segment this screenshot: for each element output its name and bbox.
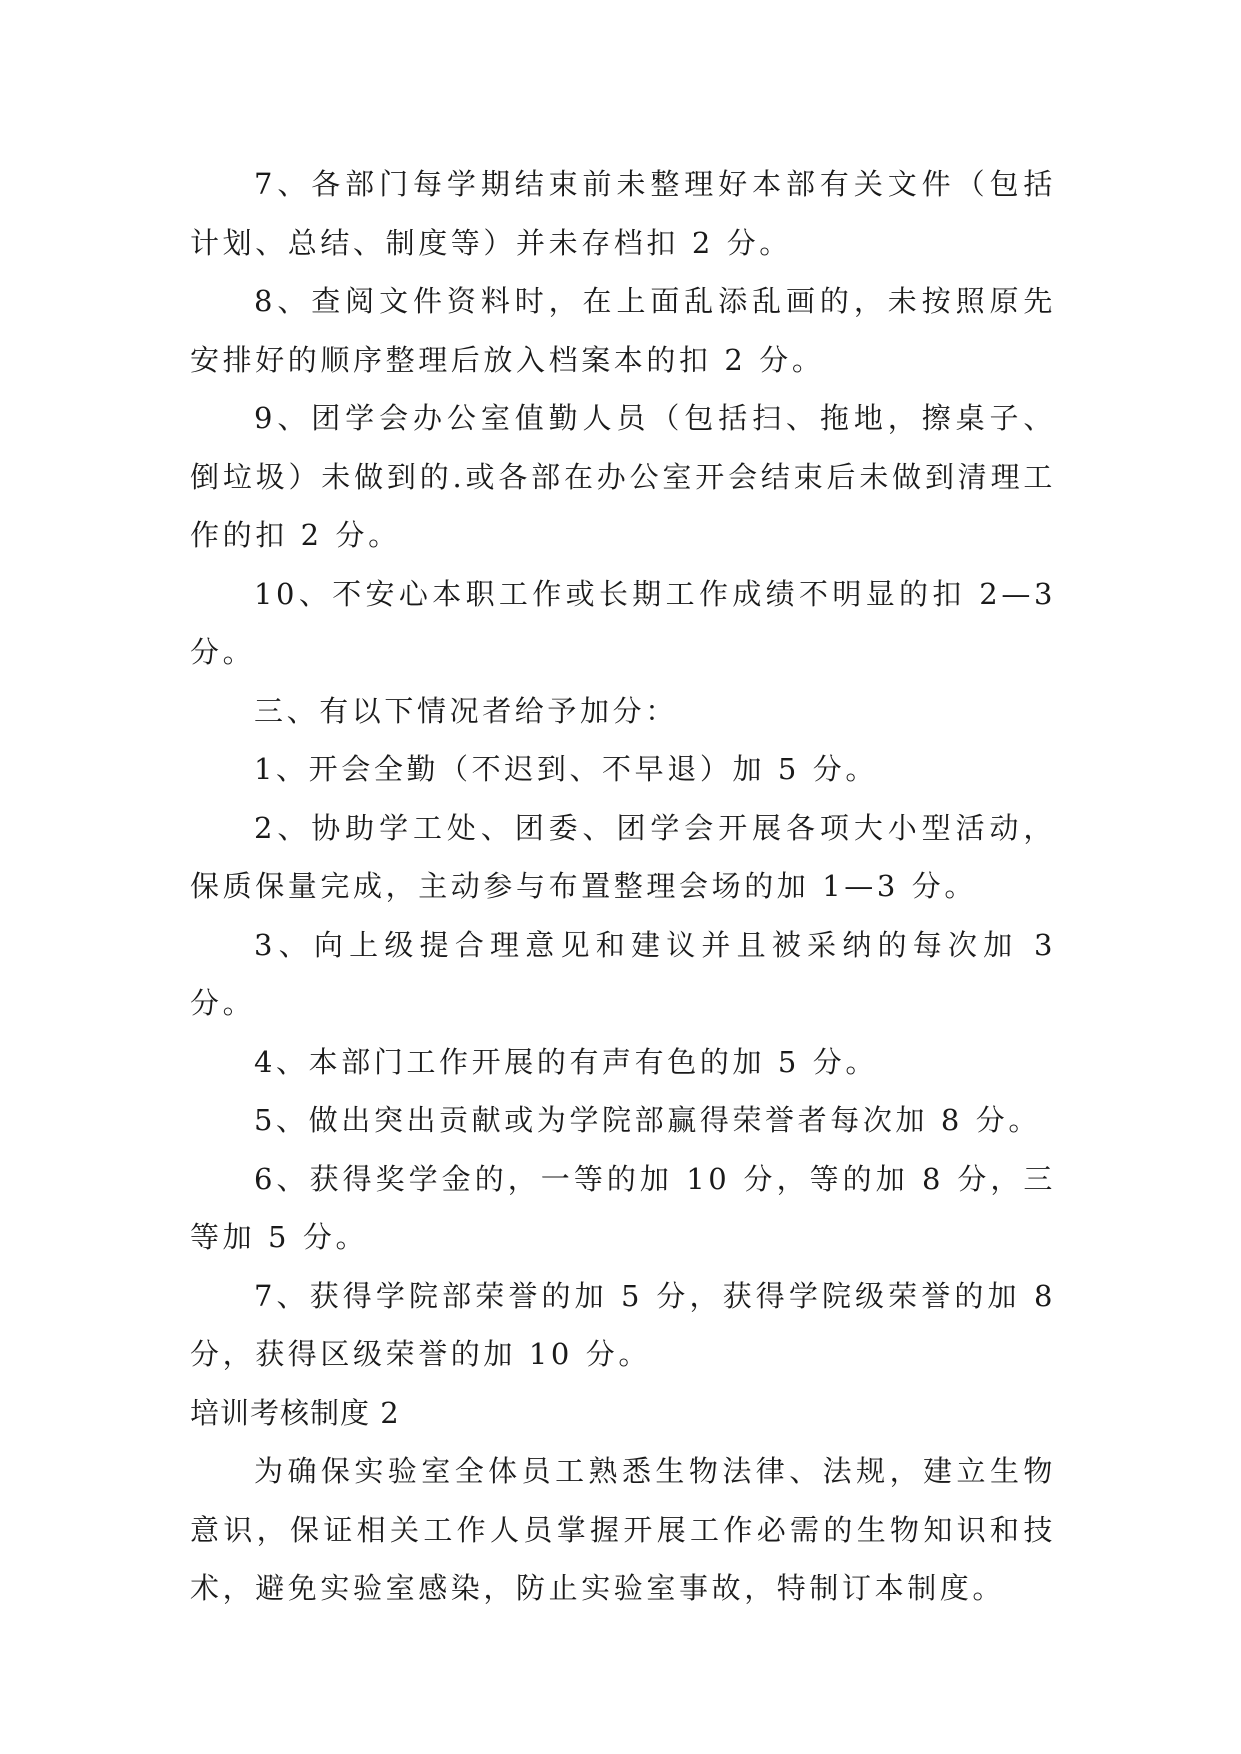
paragraph-bonus-2: 2、协助学工处、团委、团学会开展各项大小型活动，保质保量完成，主动参与布置整理会场的加 1—3 分。 [190, 810, 1056, 903]
document-body [190, 155, 1056, 1618]
paragraph-bonus-4: 4、本部门工作开展的有声有色的加 5 分。 [254, 1044, 878, 1079]
section-three-heading: 三、有以下情况者给予加分： [254, 693, 678, 728]
paragraph-deduct-10: 10、不安心本职工作或长期工作成绩不明显的扣 2—3 分。 [190, 576, 1056, 669]
paragraph-closing: 为确保实验室全体员工熟悉生物法律、法规，建立生物意识，保证相关工作人员掌握开展工作必需的生物知识和技术，避免实验室感染，防止实验室事故，特制订本制度。 [190, 1454, 1056, 1605]
paragraph-bonus-3: 3、向上级提合理意见和建议并且被采纳的每次加 3 分。 [190, 927, 1056, 1020]
paragraph-bonus-7: 7、获得学院部荣誉的加 5 分，获得学院级荣誉的加 8 分，获得区级荣誉的加 10 分。 [190, 1278, 1056, 1371]
paragraph-deduct-8: 8、查阅文件资料时，在上面乱添乱画的，未按照原先安排好的顺序整理后放入档案本的扣 2 分。 [190, 284, 1056, 377]
paragraph-deduct-9: 9、团学会办公室值勤人员（包括扫、拖地，擦桌子、倒垃圾）未做到的.或各部在办公室开会结束后未做到清理工作的扣 2 分。 [190, 401, 1056, 552]
paragraph-bonus-6: 6、获得奖学金的，一等的加 10 分，等的加 8 分，三等加 5 分。 [190, 1161, 1056, 1254]
paragraph-deduct-7: 7、各部门每学期结束前未整理好本部有关文件（包括计划、总结、制度等）并未存档扣 2 分。 [190, 167, 1056, 260]
paragraph-bonus-1: 1、开会全勤（不迟到、不早退）加 5 分。 [254, 752, 878, 786]
paragraph-bonus-5: 5、做出突出贡献或为学院部赢得荣誉者每次加 8 分。 [254, 1103, 1041, 1137]
section-heading: 培训考核制度 2 [190, 1395, 400, 1430]
